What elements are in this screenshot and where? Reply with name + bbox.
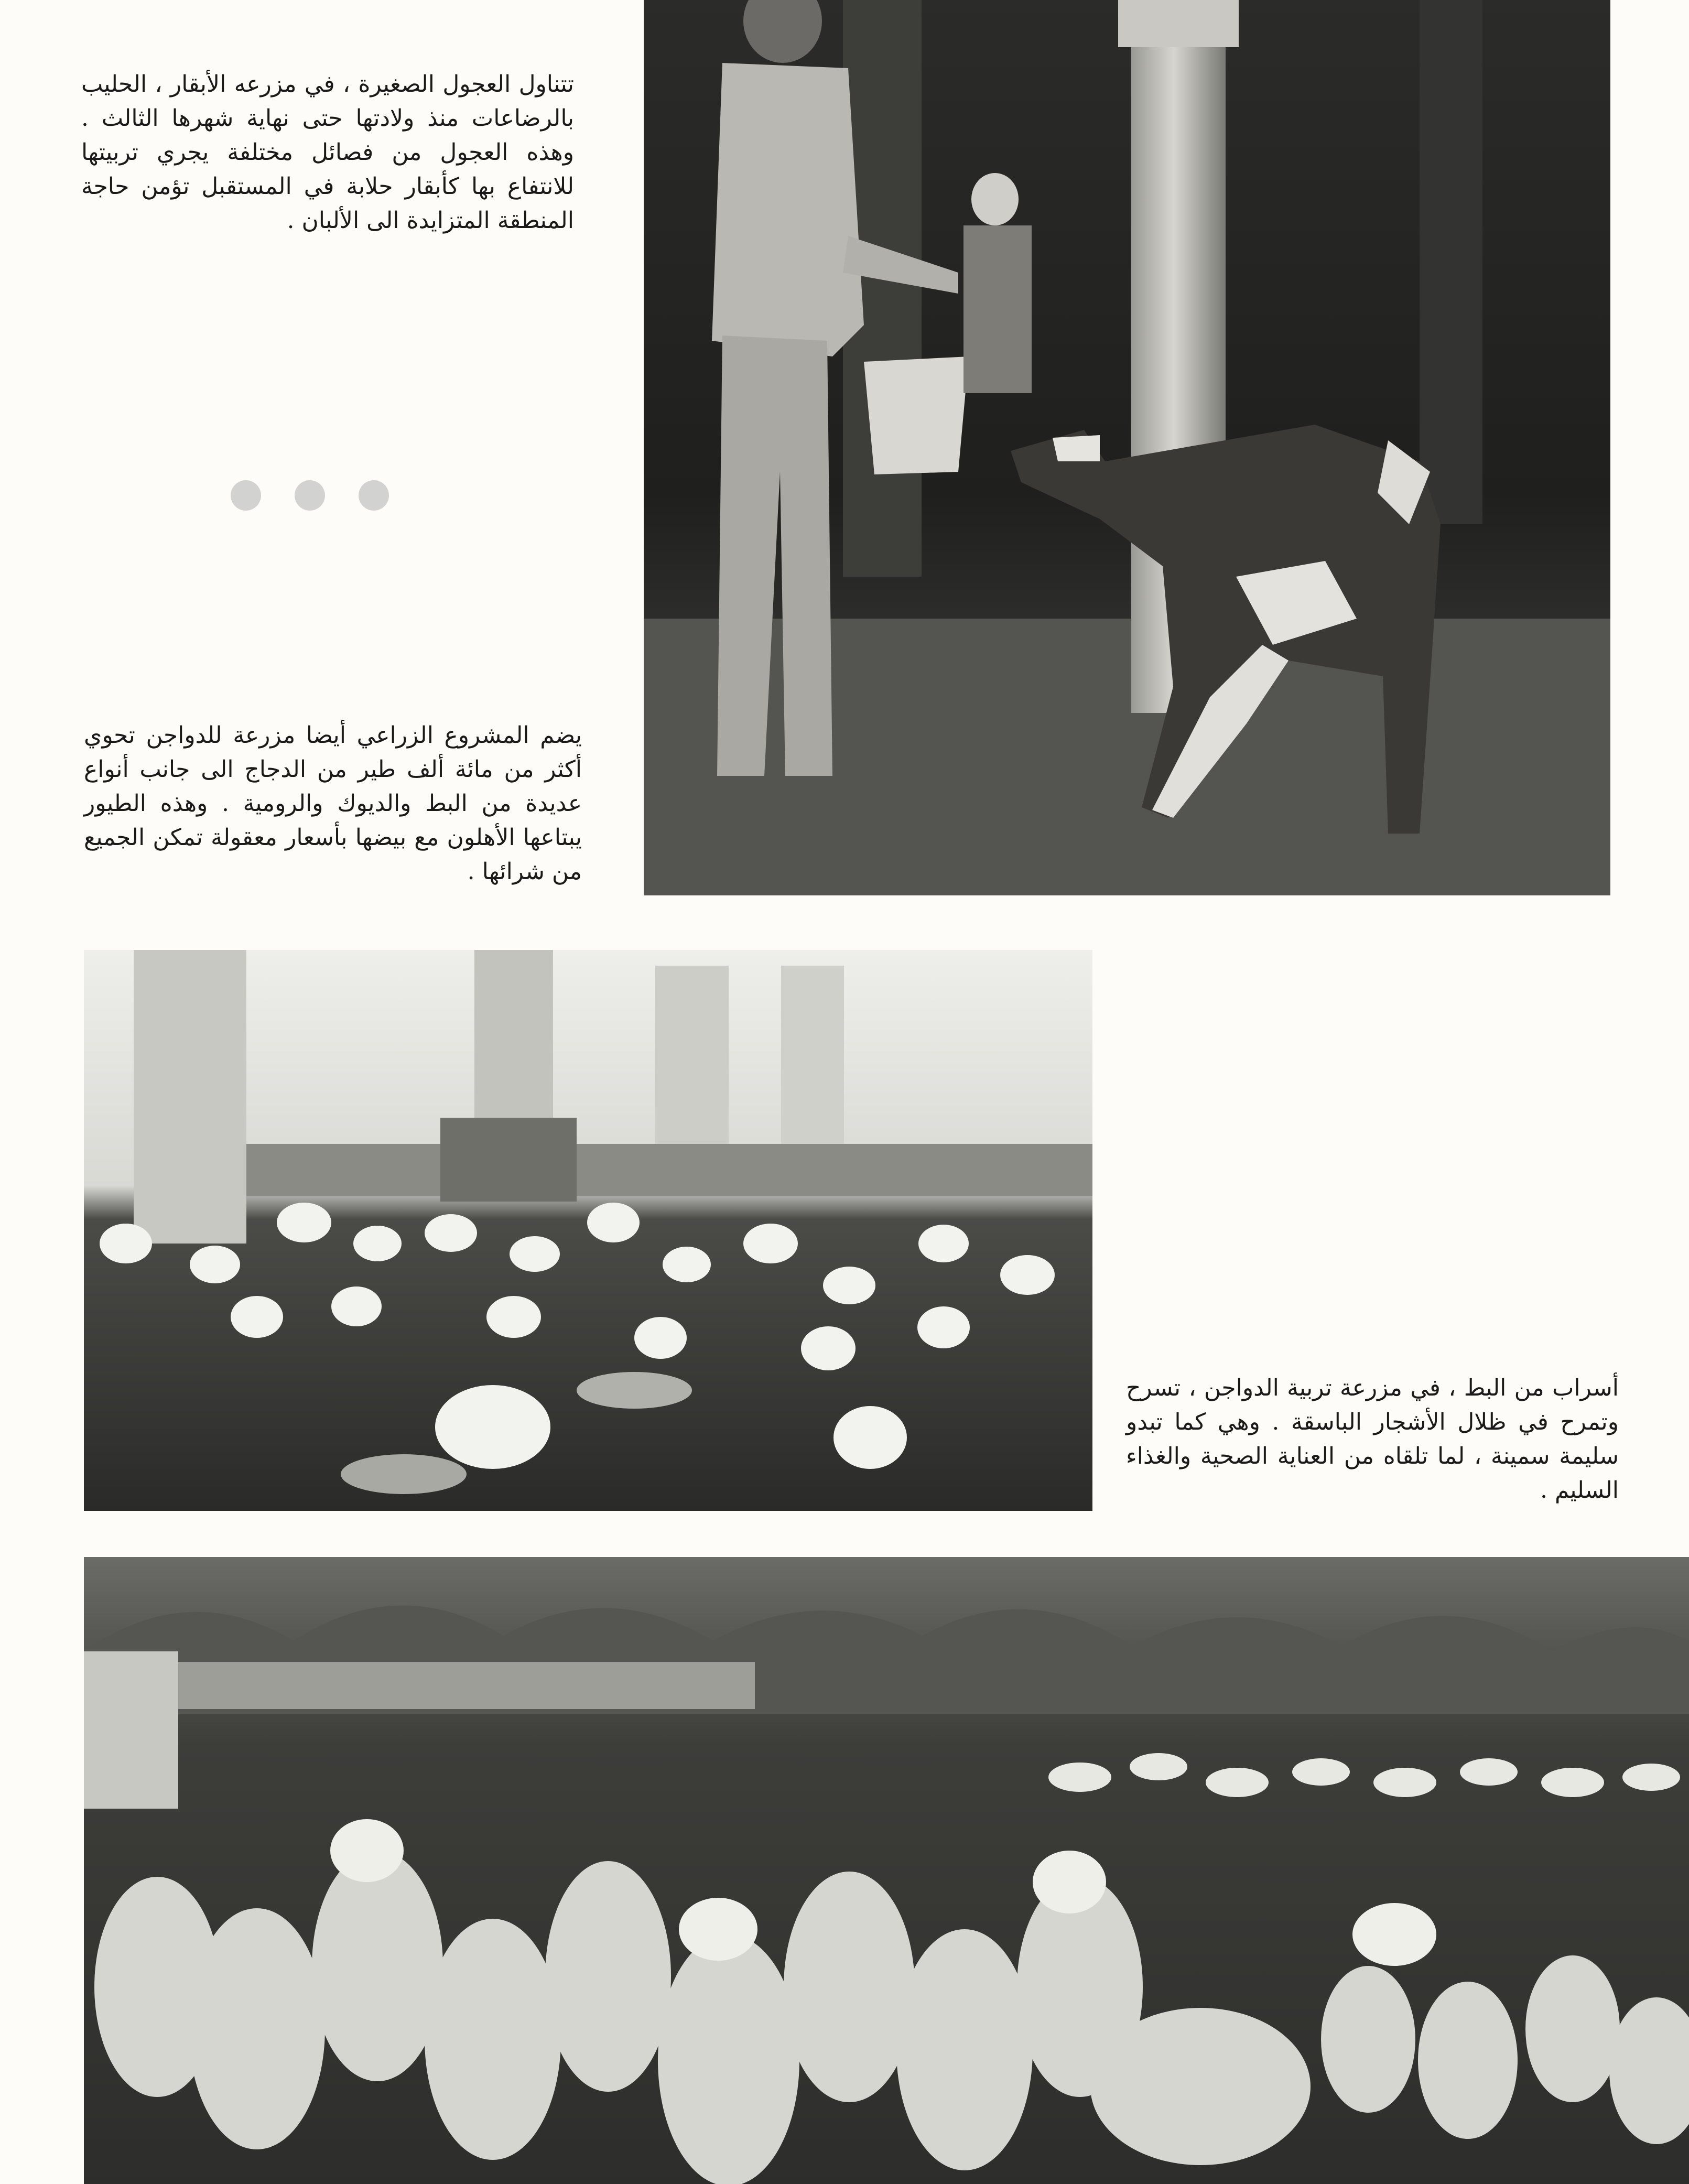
photo-duck-flock [84, 1557, 1689, 2184]
caption-calves: تتناول العجول الصغيرة ، في مزرعه الأبقار ، الحليب بالرضاعات منذ ولادتها حتى نهاية شهرها الثالث . وهذه العجول من فصائل مختلفة يجري تربيتها للانتفاع بها كأبقار حلابة في المستقبل تؤمن حاجة المنطقة المتزايدة الى الألبان . [81, 71, 574, 234]
separator-dot [359, 480, 389, 511]
caption-ducks: أسراب من البط ، في مزرعة تربية الدواجن ، تسرح وتمرح في ظلال الأشجار الباسقة . وهي كما تبدو سليمة سمينة ، لما تلقاه من العناية الصحية والغذاء السليم . [1126, 1375, 1619, 1504]
photo-calf-feeding [644, 0, 1610, 895]
separator-dot [231, 480, 261, 511]
photo-chicken-farm [84, 950, 1092, 1511]
separator-dot [295, 480, 325, 511]
caption-poultry: يضم المشروع الزراعي أيضا مزرعة للدواجن تحوي أكثر من مائة ألف طير من الدجاج الى جانب أنواع عديدة من البط والديوك والرومية . وهذه الطيور يبتاعها الأهلون مع بيضها بأسعار معقولة تمكن الجميع من شرائها . [84, 722, 582, 885]
separator-dots [231, 480, 389, 511]
